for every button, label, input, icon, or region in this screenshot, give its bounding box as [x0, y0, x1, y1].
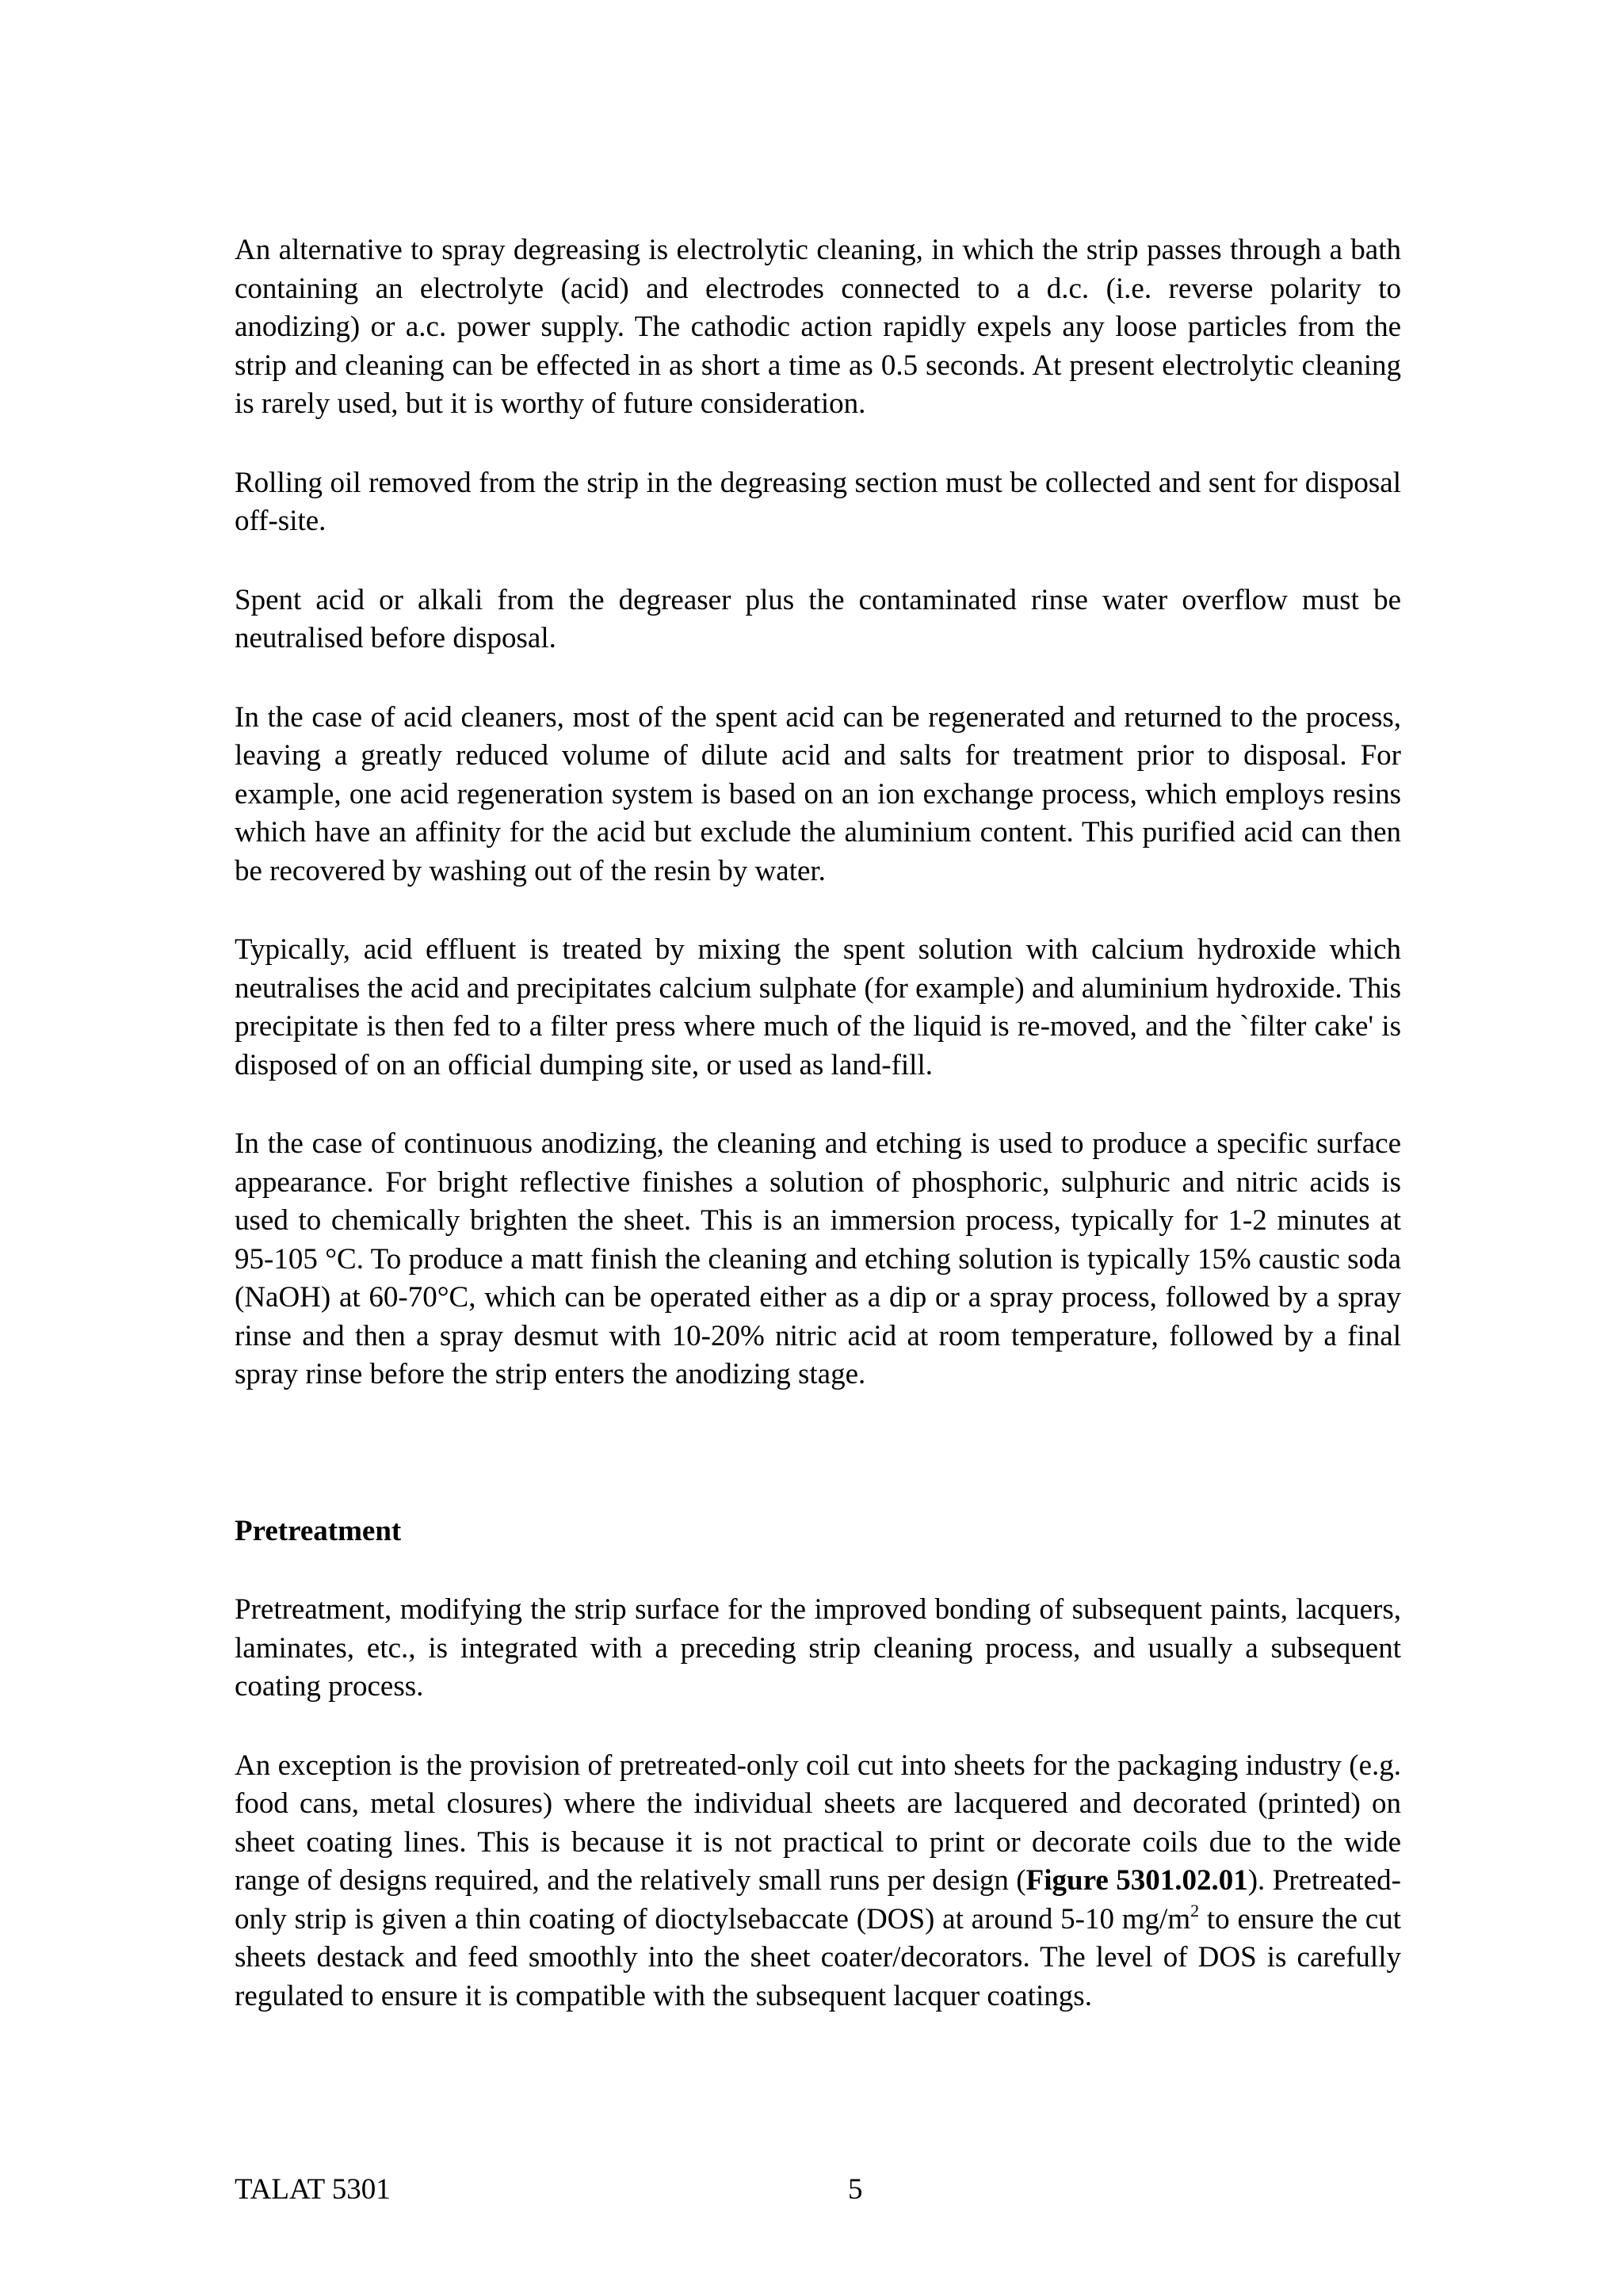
exception-text-part1: An exception is the provision of pretreated-only coil cut into sheets for the packaging industry (e.g. food cans, metal closures) where the individual sheets are lacquered and decorated (printed) on sheet coating lines. This is because it is not practical to print or decorate coils due to the wide range of designs required, and the relatively small runs per design (: [235, 1749, 1401, 1897]
unit-superscript: 2: [1190, 1900, 1200, 1920]
section-spacer: [235, 1435, 1401, 1512]
footer-document-id: TALAT 5301: [235, 2173, 391, 2206]
paragraph-acid-regeneration: In the case of acid cleaners, most of the spent acid can be regenerated and returned to the process, leaving a greatly reduced volume of dilute acid and salts for treatment prior to disposal. For example, one acid regeneration system is based on an ion exchange process, which employs resins which have an affinity for the acid but exclude the aluminium content. This purified acid can then be recovered by washing out of the resin by water.: [235, 700, 1401, 887]
page-footer: [235, 2171, 1401, 2209]
paragraph-spent-acid: Spent acid or alkali from the degreaser plus the contaminated rinse water overflow must be neutralised before disposal.: [235, 583, 1401, 654]
exception-text-part2: ). Pretreated-only strip is given a thin coating of dioctylsebaccate (DOS) at around 5-10 mg/m: [235, 1864, 1401, 1936]
figure-reference: Figure 5301.02.01: [1025, 1864, 1248, 1897]
page-body: [235, 231, 1401, 2056]
paragraph-acid-effluent: Typically, acid effluent is treated by mixing the spent solution with calcium hydroxide which neutralises the acid and precipitates calcium sulphate (for example) and aluminium hydroxide. This precipitate is then fed to a filter press where much of the liquid is re-moved, and the `filter cake' is disposed of on an official dumping site, or used as land-fill.: [235, 933, 1401, 1081]
paragraph-pretreatment-exception: [235, 1747, 1401, 2016]
section-heading-pretreatment: Pretreatment: [235, 1514, 402, 1547]
paragraph-pretreatment-intro: Pretreatment, modifying the strip surface for the improved bonding of subsequent paints, lacquers, laminates, etc., is integrated with a preceding strip cleaning process, and usually a subsequent coating process.: [235, 1593, 1401, 1703]
paragraph-electrolytic-cleaning: An alternative to spray degreasing is electrolytic cleaning, in which the strip passes through a bath containing an electrolyte (acid) and electrodes connected to a d.c. (i.e. reverse polarity to anodizing) or a.c. power supply. The cathodic action rapidly expels any loose particles from the strip and cleaning can be effected in as short a time as 0.5 seconds. At present electrolytic cleaning is rarely used, but it is worthy of future consideration.: [235, 234, 1401, 420]
paragraph-continuous-anodizing: In the case of continuous anodizing, the cleaning and etching is used to produce a specific surface appearance. For bright reflective finishes a solution of phosphoric, sulphuric and nitric acids is used to chemically brighten the sheet. This is an immersion process, typically for 1-2 minutes at 95-105 °C. To produce a matt finish the cleaning and etching solution is typically 15% caustic soda (NaOH) at 60-70°C, which can be operated either as a dip or a spray process, followed by a spray rinse and then a spray desmut with 10-20% nitric acid at room temperature, followed by a final spray rinse before the strip enters the anodizing stage.: [235, 1127, 1401, 1390]
paragraph-rolling-oil: Rolling oil removed from the strip in the degreasing section must be collected and sent for disposal off-site.: [235, 466, 1401, 537]
footer-page-number: 5: [848, 2173, 863, 2206]
exception-text-part3: to ensure the cut sheets destack and feed smoothly into the sheet coater/decorators. The level of DOS is carefully regulated to ensure it is compatible with the subsequent lacquer coatings.: [235, 1902, 1402, 2012]
